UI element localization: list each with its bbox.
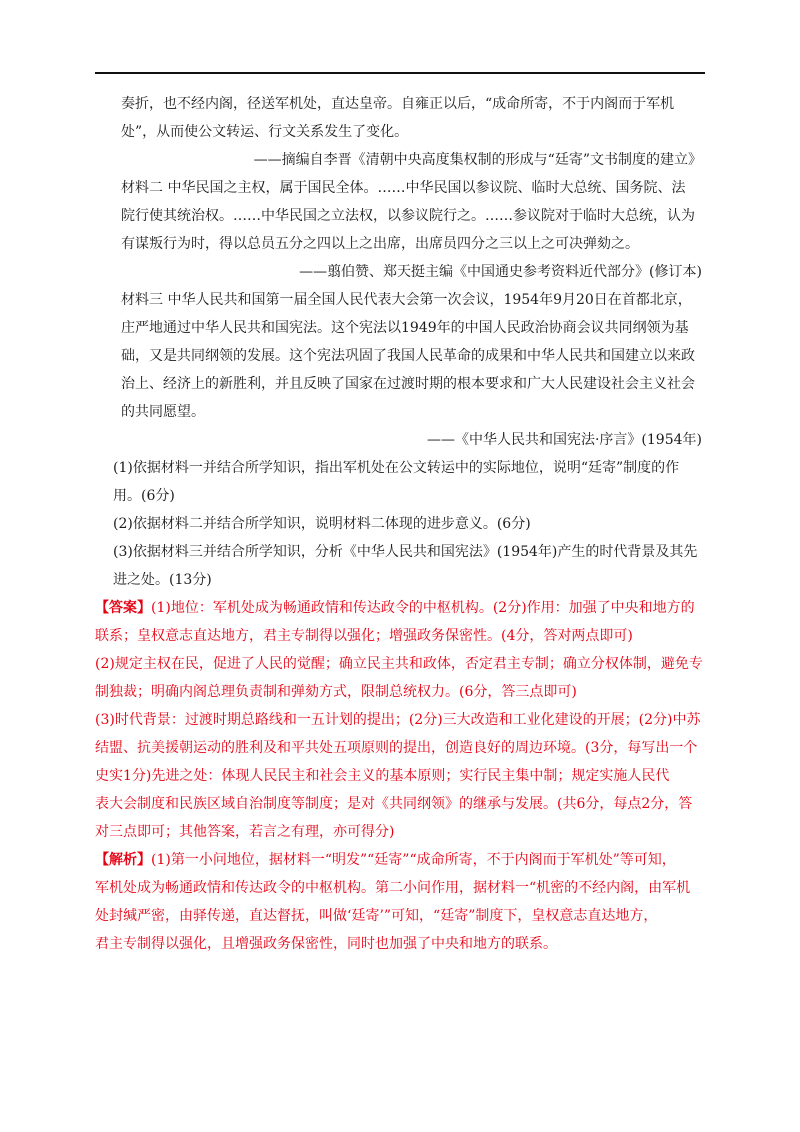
material-three-line: 材料三 中华人民共和国第一届全国人民代表大会第一次会议，1954年9月20日在首都北京， (121, 292, 692, 308)
material-two-line: 有谋叛行为时，得以总员五分之四以上之出席，出席员四分之三以上之可决弹劾之。 (121, 236, 639, 252)
material-one-line: 处”，从而使公文转运、行文关系发生了变化。 (121, 124, 409, 140)
answer-label: 【答案】 (95, 600, 151, 616)
answer-line: 对三点即可；其他答案，若言之有理，亦可得分) (95, 824, 395, 840)
material-three-source: ——《中华人民共和国宪法·序言》(1954年) (426, 432, 702, 448)
answer-line (95, 594, 710, 622)
question-one: (1)依据材料一并结合所学知识，指出军机处在公文转运中的实际地位，说明“廷寄”制度的作 (113, 460, 680, 476)
material-three-line: 础，又是共同纲领的发展。这个宪法巩固了我国人民革命的成果和中华人民共和国建立以来政 (121, 348, 695, 364)
question-three: (3)依据材料三并结合所学知识，分析《中华人民共和国宪法》(1954年)产生的时代背景及其先 (113, 544, 698, 560)
answer-line: 史实1分)先进之处：体现人民民主和社会主义的基本原则；实行民主集中制；规定实施人民代 (95, 768, 670, 784)
material-two-line: 院行使其统治权。……中华民国之立法权，以参议院行之。……参议院对于临时大总统，认为 (121, 208, 695, 224)
analysis-line: 君主专制得以强化，且增强政务保密性，同时也加强了中央和地方的联系。 (95, 936, 557, 952)
material-three-line: 的共同愿望。 (121, 404, 205, 420)
answer-line: 联系；皇权意志直达地方，君主专制得以强化；增强政务保密性。(4分，答对两点即可) (95, 628, 633, 644)
header-rule (95, 72, 705, 74)
analysis-line: 处封缄严密，由驿传递，直达督抚，叫做‘廷寄’”可知，“廷寄”制度下，皇权意志直达地方， (95, 908, 658, 924)
question-two: (2)依据材料二并结合所学知识，说明材料二体现的进步意义。(6分) (113, 516, 531, 532)
analysis-text: (1)第一小问地位，据材料一“明发”“廷寄”“成命所寄，不于内阁而于军机处”等可知， (151, 852, 676, 868)
material-one-line: 奏折，也不经内阁，径送军机处，直达皇帝。自雍正以后，“成命所寄，不于内阁而于军机 (121, 96, 675, 112)
answer-line: 表大会制度和民族区域自治制度等制度；是对《共同纲领》的继承与发展。(共6分，每点2分，答 (95, 796, 693, 812)
answer-line: (2)规定主权在民，促进了人民的觉醒；确立民主共和政体，否定君主专制；确立分权体制，避免专 (95, 656, 703, 672)
material-three-line: 治上、经济上的新胜利，并且反映了国家在过渡时期的根本要求和广大人民建设社会主义社会 (121, 376, 695, 392)
material-three-line: 庄严地通过中华人民共和国宪法。这个宪法以1949年的中国人民政治协商会议共同纲领为基 (121, 320, 689, 336)
material-one-source: ——摘编自李晋《清朝中央高度集权制的形成与“廷寄”文书制度的建立》 (253, 152, 702, 168)
question-three: 进之处。(13分) (113, 572, 212, 588)
answer-text: (1)地位：军机处成为畅通政情和传达政令的中枢机构。(2分)作用：加强了中央和地方的 (151, 600, 695, 616)
document-page (95, 90, 710, 958)
analysis-label: 【解析】 (95, 852, 151, 868)
answer-line: 结盟、抗美援朝运动的胜利及和平共处五项原则的提出，创造良好的周边环境。(3分，每写出一个 (95, 740, 698, 756)
material-two-line: 材料二 中华民国之主权，属于国民全体。……中华民国以参议院、临时大总统、国务院、法 (121, 180, 686, 196)
question-one: 用。(6分) (113, 488, 175, 504)
answer-line: (3)时代背景：过渡时期总路线和一五计划的提出；(2分)三大改造和工业化建设的开展；(2分)中苏 (95, 712, 701, 728)
material-two-source: ——翦伯赞、郑天挺主编《中国通史参考资料近代部分》(修订本) (299, 264, 702, 280)
analysis-line (95, 846, 710, 874)
analysis-line: 军机处成为畅通政情和传达政令的中枢机构。第二小问作用，据材料一“机密的不经内阁，由军机 (95, 880, 691, 896)
answer-line: 制独裁；明确内阁总理负责制和弹劾方式，限制总统权力。(6分，答三点即可) (95, 684, 577, 700)
